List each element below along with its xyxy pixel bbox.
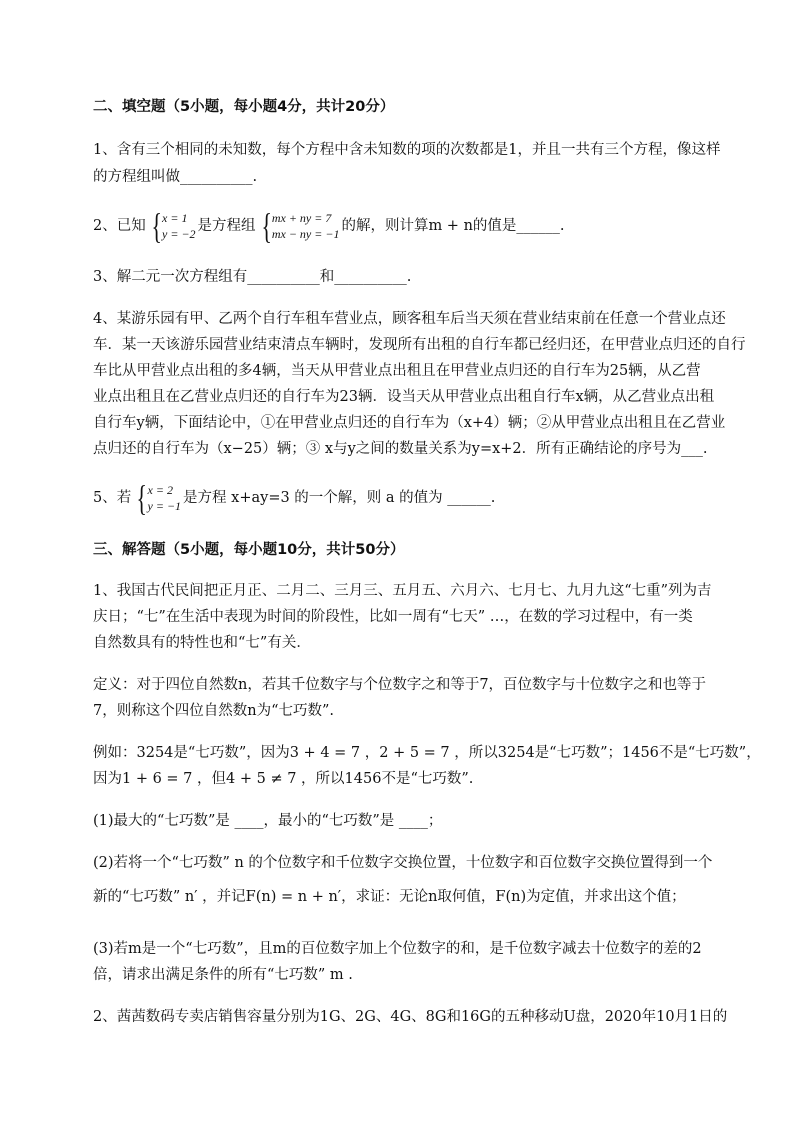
s3q1-part2-line1: (2)若将一个“七巧数” n 的个位数字和千位数字交换位置，十位数字和百位数字交换位置得到一个	[93, 855, 713, 871]
q5-suffix: 是方程 x+ay=3 的一个解，则 a 的值为 ______.	[183, 490, 496, 506]
s3q1-part2-line2: 新的“七巧数” n′ ，并记F(n) = n + n′，求证：无论n取何值，F(n)为定值，并求出这个值；	[93, 889, 686, 905]
s3q1-part3-line1: (3)若m是一个“七巧数”，且m的百位数字加上个位数字的和，是千位数字减去十位数字的差的2	[93, 941, 702, 957]
s3q1-intro-line1: 1、我国古代民间把正月正、二月二、三月三、五月五、六月六、七月七、九月九这“七重”列为吉	[93, 583, 712, 599]
q2-sys1-row2: y = −2	[162, 227, 196, 241]
s3q1-part1: (1)最大的“七巧数”是 ____，最小的“七巧数”是 ____；	[93, 813, 443, 829]
q4-line2: 车．某一天该游乐园营业结束清点车辆时，发现所有出租的自行车都已经归还，在甲营业点归还的自行	[93, 337, 746, 353]
s3q1-intro-line3: 自然数具有的特性也和“七”有关．	[93, 635, 311, 651]
q2-sys2-row1: mx + ny = 7	[271, 211, 332, 225]
q1-line1: 1、含有三个相同的未知数，每个方程中含未知数的项的次数都是1，并且一共有三个方程，像这样	[93, 142, 721, 158]
q4-line6: 点归还的自行车为（x−25）辆；③ x与y之间的数量关系为y=x+2．所有正确结论的序号为___.	[93, 441, 708, 457]
s3q1-example-line1: 例如：3254是“七巧数”，因为3 + 4 = 7 ，2 + 5 = 7 ，所以3254是“七巧数”；1456不是“七巧数”，	[93, 745, 761, 761]
q2-line	[93, 208, 743, 244]
q5-sys-row2: y = −1	[147, 499, 182, 513]
q3-line: 3、解二元一次方程组有__________和__________.	[93, 269, 412, 285]
section2-heading: 二、填空题（5小题，每小题4分，共计20分）	[93, 99, 395, 115]
brace-icon: {	[261, 206, 272, 246]
q4-line4: 业点出租且在乙营业点归还的自行车为23辆．设当天从甲营业点出租自行车x辆，从乙营业点出租	[93, 389, 715, 405]
q4-line1: 4、某游乐园有甲、乙两个自行车租车营业点，顾客租车后当天须在营业结束前在任意一个营业点还	[93, 311, 726, 327]
q4-line3: 车比从甲营业点出租的多4辆，当天从甲营业点出租且在甲营业点归还的自行车为25辆，从乙营	[93, 363, 701, 379]
section3-heading: 三、解答题（5小题，每小题10分，共计50分）	[93, 542, 405, 558]
q1-line2: 的方程组叫做__________.	[93, 169, 258, 185]
q2-solution-system	[148, 208, 196, 244]
s3q1-definition-line2: 7，则称这个四位自然数n为“七巧数”.	[93, 703, 334, 719]
q5-prefix: 5、若	[93, 490, 132, 506]
q5-sys-row1: x = 2	[147, 483, 173, 497]
s3q1-definition-line1: 定义：对于四位自然数n，若其千位数字与个位数字之和等于7，百位数字与十位数字之和也等于	[93, 677, 707, 693]
s3q1-intro-line2: 庆日；“七”在生活中表现为时间的阶段性，比如一周有“七天” …，在数的学习过程中，有一类	[93, 609, 693, 625]
brace-icon: {	[136, 478, 148, 518]
brace-icon: {	[151, 206, 162, 246]
q2-mid: 是方程组	[197, 218, 256, 234]
q5-solution-system	[133, 480, 181, 516]
s3q1-example-line2: 因为1 + 6 = 7 ，但4 + 5 ≠ 7 ，所以1456不是“七巧数”.	[93, 771, 474, 787]
q2-prefix: 2、已知	[93, 218, 146, 234]
q4-line5: 自行车y辆，下面结论中，①在甲营业点归还的自行车为（x+4）辆；②从甲营业点出租且在乙营业	[93, 415, 726, 431]
q2-sys1-row1: x = 1	[162, 211, 188, 225]
q2-sys2-row2: mx − ny = −1	[271, 227, 340, 241]
q2-equation-system	[258, 208, 340, 244]
q5-line	[93, 480, 743, 516]
q2-suffix: 的解，则计算m + n的值是______.	[341, 218, 565, 234]
s3q1-part3-line2: 倍，请求出满足条件的所有“七巧数” m .	[93, 967, 353, 983]
s3q2-line1: 2、茜茜数码专卖店销售容量分别为1G、2G、4G、8G和16G的五种移动U盘，2020年10月1日的	[93, 1009, 728, 1025]
